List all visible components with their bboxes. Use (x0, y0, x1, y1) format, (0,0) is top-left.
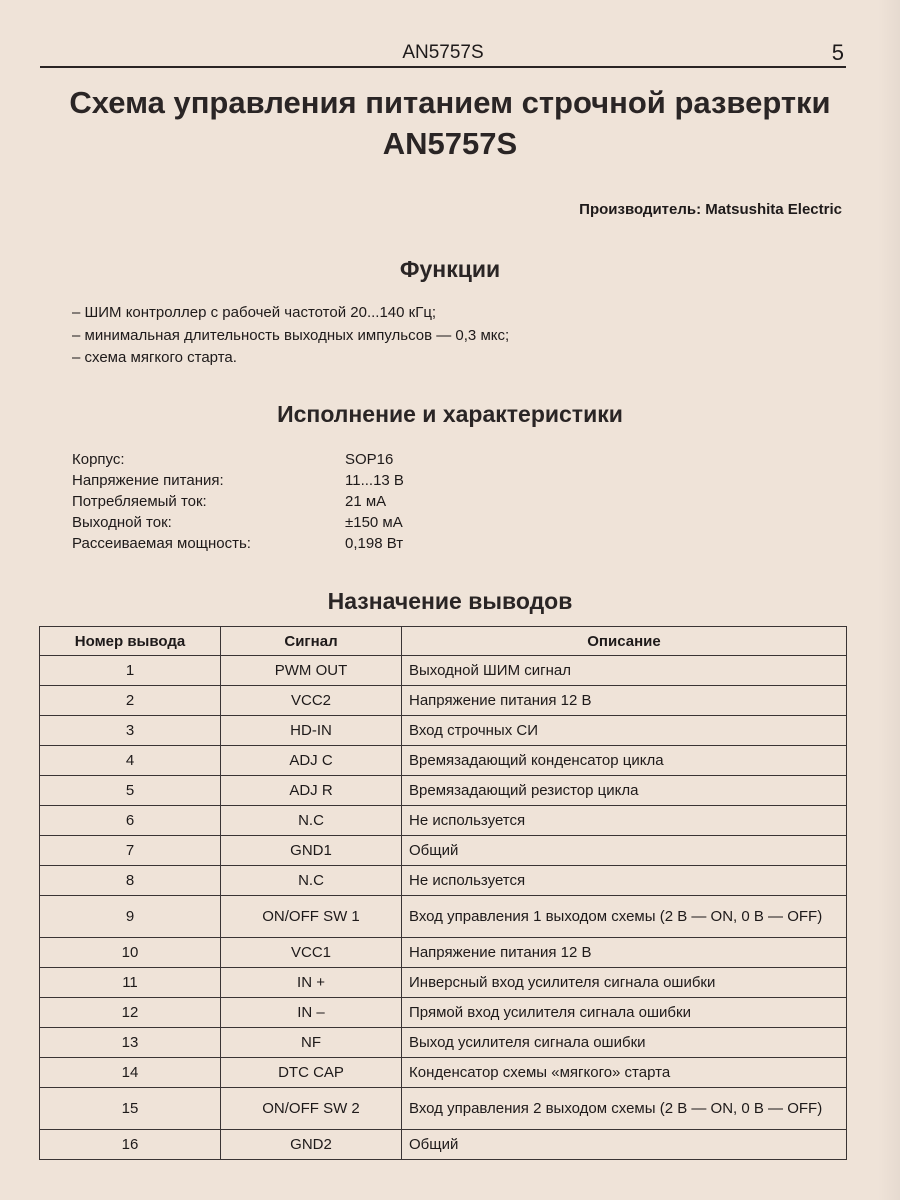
spec-label: Потребляемый ток: (72, 493, 207, 510)
signal-cell: N.C (221, 806, 402, 836)
function-item: – схема мягкого старта. (72, 349, 237, 366)
pin-number-cell: 8 (40, 866, 221, 896)
table-header-row (40, 627, 847, 656)
description-cell: Конденсатор схемы «мягкого» старта (402, 1058, 847, 1088)
pin-number-cell: 16 (40, 1130, 221, 1160)
description-cell: Общий (402, 1130, 847, 1160)
spec-value: SOP16 (345, 451, 394, 468)
page-title: Схема управления питанием строчной развертки AN5757S (69, 85, 831, 161)
table-row (40, 1058, 847, 1088)
pin-number-cell: 14 (40, 1058, 221, 1088)
table-row (40, 656, 847, 686)
signal-cell: GND2 (221, 1130, 402, 1160)
spec-row (72, 512, 404, 533)
pin-number-cell: 11 (40, 968, 221, 998)
signal-cell: ON/OFF SW 2 (221, 1088, 402, 1130)
description-cell: Времязадающий конденсатор цикла (402, 746, 847, 776)
description-cell: Вход строчных СИ (402, 716, 847, 746)
function-item: – минимальная длительность выходных импульсов — 0,3 мкс; (72, 326, 510, 344)
pin-number-cell: 12 (40, 998, 221, 1028)
table-row (40, 1028, 847, 1058)
pin-number-cell: 13 (40, 1028, 221, 1058)
pins-heading: Назначение выводов (327, 588, 573, 614)
pin-number-cell: 4 (40, 746, 221, 776)
table-row (40, 968, 847, 998)
table-row (40, 998, 847, 1028)
description-cell: Выход усилителя сигнала ошибки (402, 1028, 847, 1058)
table-row (40, 806, 847, 836)
signal-cell: IN – (221, 998, 402, 1028)
table-row (40, 716, 847, 746)
description-cell: Не используется (402, 866, 847, 896)
header-chip-code: AN5757S (402, 42, 484, 63)
spec-row (72, 491, 404, 512)
pin-number-cell: 1 (40, 656, 221, 686)
column-header-description: Описание (402, 627, 847, 656)
description-cell: Напряжение питания 12 В (402, 938, 847, 968)
signal-cell: NF (221, 1028, 402, 1058)
description-cell: Прямой вход усилителя сигнала ошибки (402, 998, 847, 1028)
page-number: 5 (831, 40, 844, 65)
signal-cell: N.C (221, 866, 402, 896)
pin-number-cell: 5 (40, 776, 221, 806)
signal-cell: ON/OFF SW 1 (221, 896, 402, 938)
signal-cell: DTC CAP (221, 1058, 402, 1088)
spec-row (72, 470, 404, 491)
pin-number-cell: 10 (40, 938, 221, 968)
signal-cell: PWM OUT (221, 656, 402, 686)
pin-assignment-table (39, 626, 847, 1160)
signal-cell: IN + (221, 968, 402, 998)
table-row (40, 866, 847, 896)
description-cell: Инверсный вход усилителя сигнала ошибки (402, 968, 847, 998)
pin-number-cell: 7 (40, 836, 221, 866)
table-row (40, 1130, 847, 1160)
column-header-signal: Сигнал (221, 627, 402, 656)
signal-cell: ADJ C (221, 746, 402, 776)
signal-cell: GND1 (221, 836, 402, 866)
page-edge-shadow (878, 0, 900, 1200)
spec-label: Корпус: (72, 451, 125, 468)
table-row (40, 938, 847, 968)
table-row (40, 896, 847, 938)
spec-value: 11...13 В (345, 472, 404, 489)
description-cell: Не используется (402, 806, 847, 836)
signal-cell: ADJ R (221, 776, 402, 806)
function-item: – ШИМ контроллер с рабочей частотой 20...140 кГц; (72, 304, 437, 321)
table-row (40, 836, 847, 866)
description-cell: Времязадающий резистор цикла (402, 776, 847, 806)
signal-cell: VCC1 (221, 938, 402, 968)
spec-row (72, 449, 404, 470)
spec-label: Напряжение питания: (72, 472, 224, 489)
pin-number-cell: 15 (40, 1088, 221, 1130)
spec-row (72, 533, 404, 554)
pin-number-cell: 3 (40, 716, 221, 746)
table-row (40, 686, 847, 716)
pin-number-cell: 2 (40, 686, 221, 716)
functions-list (72, 302, 509, 370)
pin-number-cell: 9 (40, 896, 221, 938)
spec-value: ±150 мА (345, 514, 403, 531)
functions-heading: Функции (399, 256, 501, 282)
description-cell: Вход управления 1 выходом схемы (2 В — ON, 0 В — OFF) (402, 896, 847, 938)
description-cell: Выходной ШИМ сигнал (402, 656, 847, 686)
signal-cell: VCC2 (221, 686, 402, 716)
page-header (40, 40, 846, 68)
specs-list (72, 449, 404, 554)
description-cell: Напряжение питания 12 В (402, 686, 847, 716)
pin-number-cell: 6 (40, 806, 221, 836)
column-header-pin-number: Номер вывода (40, 627, 221, 656)
spec-label: Рассеиваемая мощность: (72, 535, 251, 552)
manufacturer-line: Производитель: Matsushita Electric (579, 201, 842, 218)
table-row (40, 746, 847, 776)
table-row (40, 776, 847, 806)
specs-heading: Исполнение и характеристики (277, 401, 623, 427)
description-cell: Общий (402, 836, 847, 866)
spec-value: 21 мА (345, 493, 387, 510)
spec-value: 0,198 Вт (345, 535, 404, 552)
table-row (40, 1088, 847, 1130)
spec-label: Выходной ток: (72, 514, 172, 531)
description-cell: Вход управления 2 выходом схемы (2 В — ON, 0 В — OFF) (402, 1088, 847, 1130)
signal-cell: HD-IN (221, 716, 402, 746)
